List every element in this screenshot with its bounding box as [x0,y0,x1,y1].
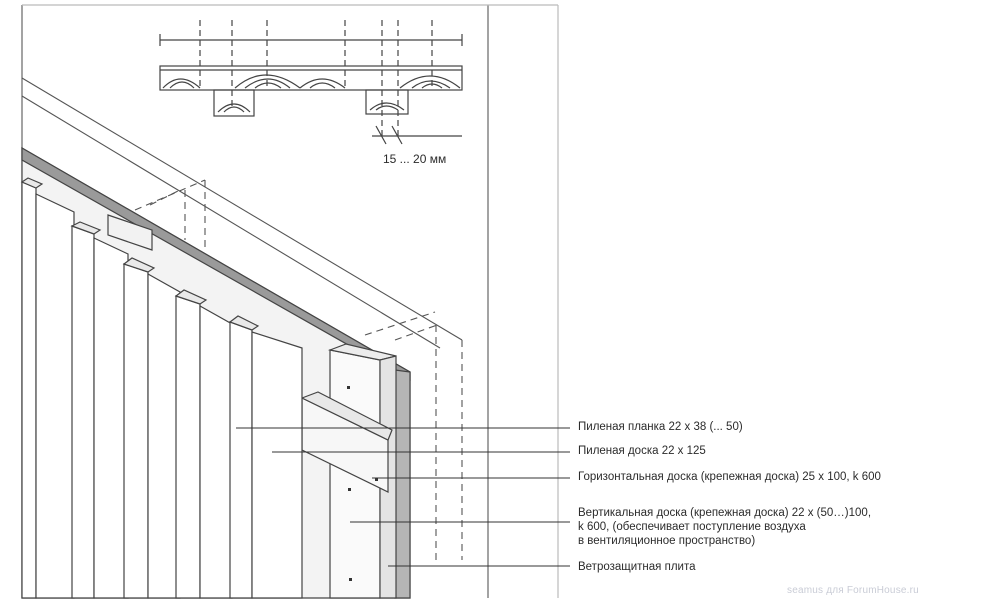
section-detail [160,20,462,144]
gap-dimension-label: 15 ... 20 мм [383,152,447,166]
label-horizontal-batten: Горизонтальная доска (крепежная доска) 25 x 100, k 600 [578,471,881,483]
label-vertical-batten-line2: k 600, (обеспечивает поступление воздуха [578,521,806,533]
label-wind-barrier: Ветрозащитная плита [578,561,696,573]
label-vertical-batten-line1: Вертикальная доска (крепежная доска) 22 x (50…)100, [578,507,872,519]
label-sawn-board: Пиленая доска 22 x 125 [578,445,706,457]
label-vertical-batten-line3: в вентиляционное пространство) [578,535,756,547]
watermark: seamus для ForumHouse.ru [787,585,919,596]
label-sawn-strip: Пиленая планка 22 x 38 (... 50) [578,421,743,433]
